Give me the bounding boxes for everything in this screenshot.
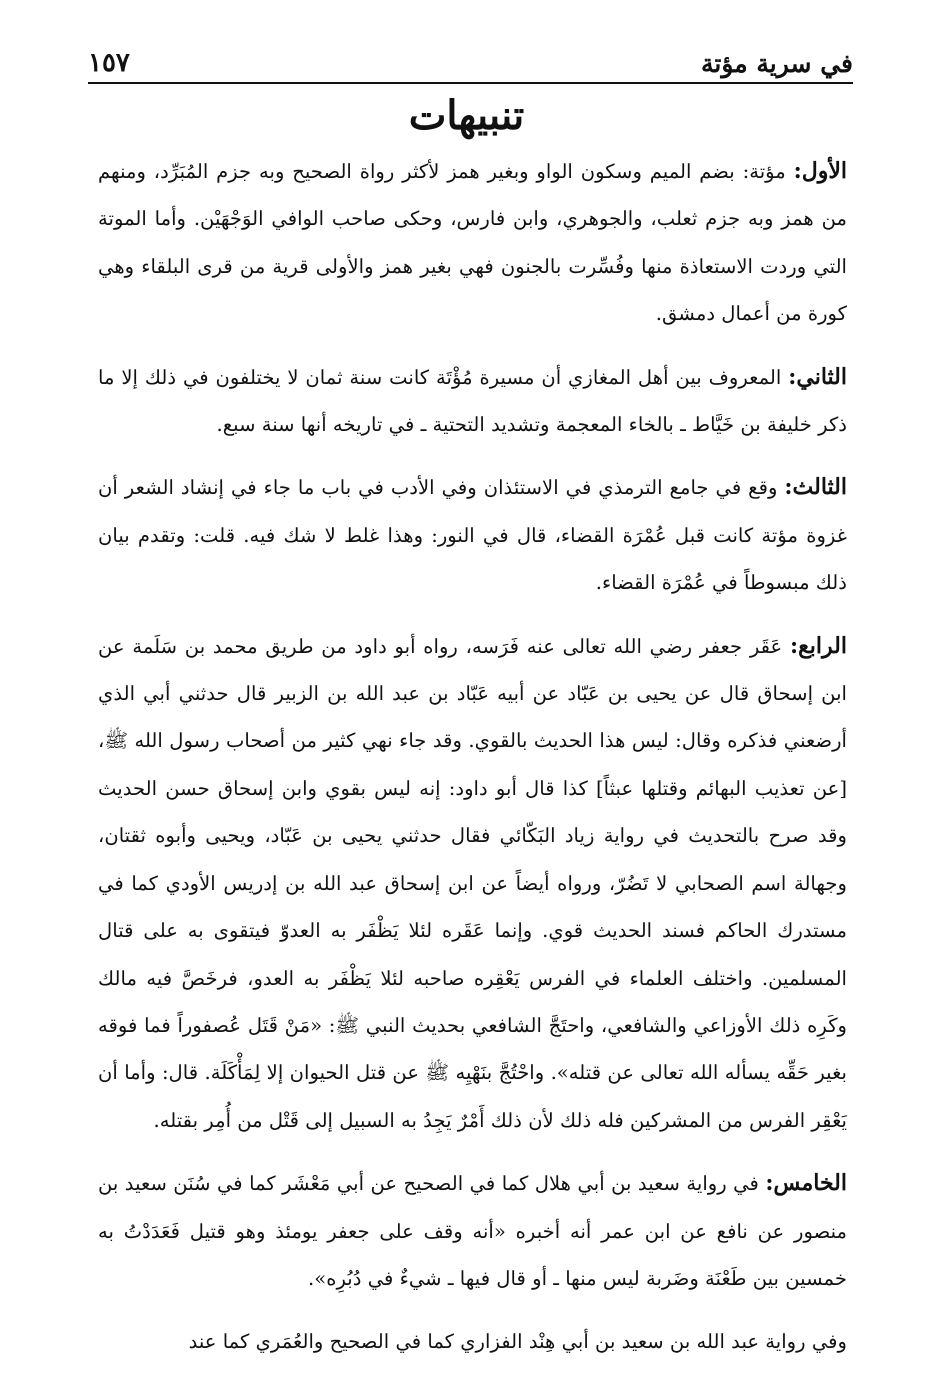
paragraph-label: الخامس: xyxy=(765,1170,847,1197)
paragraph-label: الرابع: xyxy=(789,632,847,659)
page-number: ١٥٧ xyxy=(88,48,130,78)
paragraph-second xyxy=(98,354,847,449)
paragraph-first xyxy=(98,148,847,338)
paragraph-text: مؤتة: بضم الميم وسكون الواو وبغير همز لأكثر رواة الصحيح وبه جزم المُبَرِّد، ومنهم من همز وبه جزم ثعلب، والجوهري، وابن فارس، وحكى صاحب الوافي الوَجْهَيْن. وأما الموتة التي وردت الاستعاذة منها وفُسِّرت بالجنون فهي بغير همز والأولى قرية من قرى البلقاء وهي كورة من أعمال دمشق. xyxy=(98,160,847,326)
paragraph-text: وفي رواية عبد الله بن سعيد بن أبي هِنْد الفزاري كما في الصحيح والعُمَري كما عند xyxy=(188,1330,847,1354)
section-title: تنبيهات xyxy=(408,92,525,139)
paragraph-label: الثالث: xyxy=(784,474,847,501)
page-header xyxy=(88,38,853,84)
paragraph-label: الثاني: xyxy=(788,363,847,390)
paragraph-text: وقع في جامع الترمذي في الاستئذان وفي الأدب في باب ما جاء في إنشاد الشعر أن غزوة مؤتة كانت قبل عُمْرَة القضاء، قال في النور: وهذا غلط لا شك فيه. قلت: وتقدم بيان ذلك مبسوطاً في عُمْرَة القضاء. xyxy=(98,476,847,595)
paragraph-label: الأول: xyxy=(793,158,847,184)
paragraph-fourth xyxy=(98,623,847,1144)
running-title: في سرية مؤتة xyxy=(701,49,853,78)
body-text xyxy=(98,148,847,1366)
paragraph-text: عَقَر جعفر رضي الله تعالى عنه فَرَسه، رواه أبو داود من طريق محمد بن سَلَمة عن ابن إسحاق قال عن يحيى بن عَبّاد عن أبيه عَبّاد بن عبد الله بن الزبير قال حدثني أبي الذي أرضعني فذكره وقال: ليس هذا الحديث بالقوي. وقد جاء نهي كثير من أصحاب رسول الله ﷺ، [عن تعذيب البهائم وقتلها عبثاً] كذا قال أبو داود: إنه ليس بقوي وابن إسحاق حسن الحديث وقد صرح بالتحديث في رواية زياد البَكّائي فقال حدثني يحيى بن عَبّاد، ويحيى وأبوه ثقتان، وجهالة اسم الصحابي لا تَضُرّ، ورواه أيضاً عن ابن إسحاق عبد الله بن إدريس الأودي كما في مستدرك الحاكم فسند الحديث قوي. وإنما عَقَره لئلا يَظْفَر به العدوّ فيتقوى به على قتال المسلمين. واختلف العلماء في الفرس يَعْقِره صاحبه لئلا يَظْفَر به العدو، فرخَصَّ فيه مالك وكَرِه ذلك الأوزاعي والشافعي، واحتَجَّ الشافعي بحديث النبي ﷺ: «مَنْ قَتَل عُصفوراً فما فوقه بغير حَقِّه يسأله الله تعالى عن قتله». واحْتُجَّ بنَهْيِه ﷺ عن قتل الحيوان إلا لِمَأْكَلَة. قال: وأما أن يَعْقِر الفرس من المشركين فله ذلك لأن ذلك أَمْرٌ يَجِدُ به السبيل إلى قَتْل من أُمِر بقتله. xyxy=(98,634,847,1132)
paragraph-fifth xyxy=(98,1160,847,1302)
paragraph-text: في رواية سعيد بن أبي هلال كما في الصحيح عن أبي مَعْشَر كما في سُنَن سعيد بن منصور عن نافع عن ابن عمر أنه أخبره «أنه وقف على جعفر يومئذ وهو قتيل فَعَدَدْتُ به خمسين بين طَعْنَة وضَربة ليس منها ـ أو قال فيها ـ شيءٌ في دُبُرِه». xyxy=(98,1172,847,1290)
paragraph-continuation xyxy=(98,1318,847,1365)
paragraph-third xyxy=(98,464,847,606)
paragraph-text: المعروف بين أهل المغازي أن مسيرة مُؤْتَة كانت سنة ثمان لا يختلفون في ذلك إلا ما ذكر خليفة بن خَيَّاط ـ بالخاء المعجمة وتشديد التحتية ـ في تاريخه أنها سنة سبع. xyxy=(98,365,847,437)
